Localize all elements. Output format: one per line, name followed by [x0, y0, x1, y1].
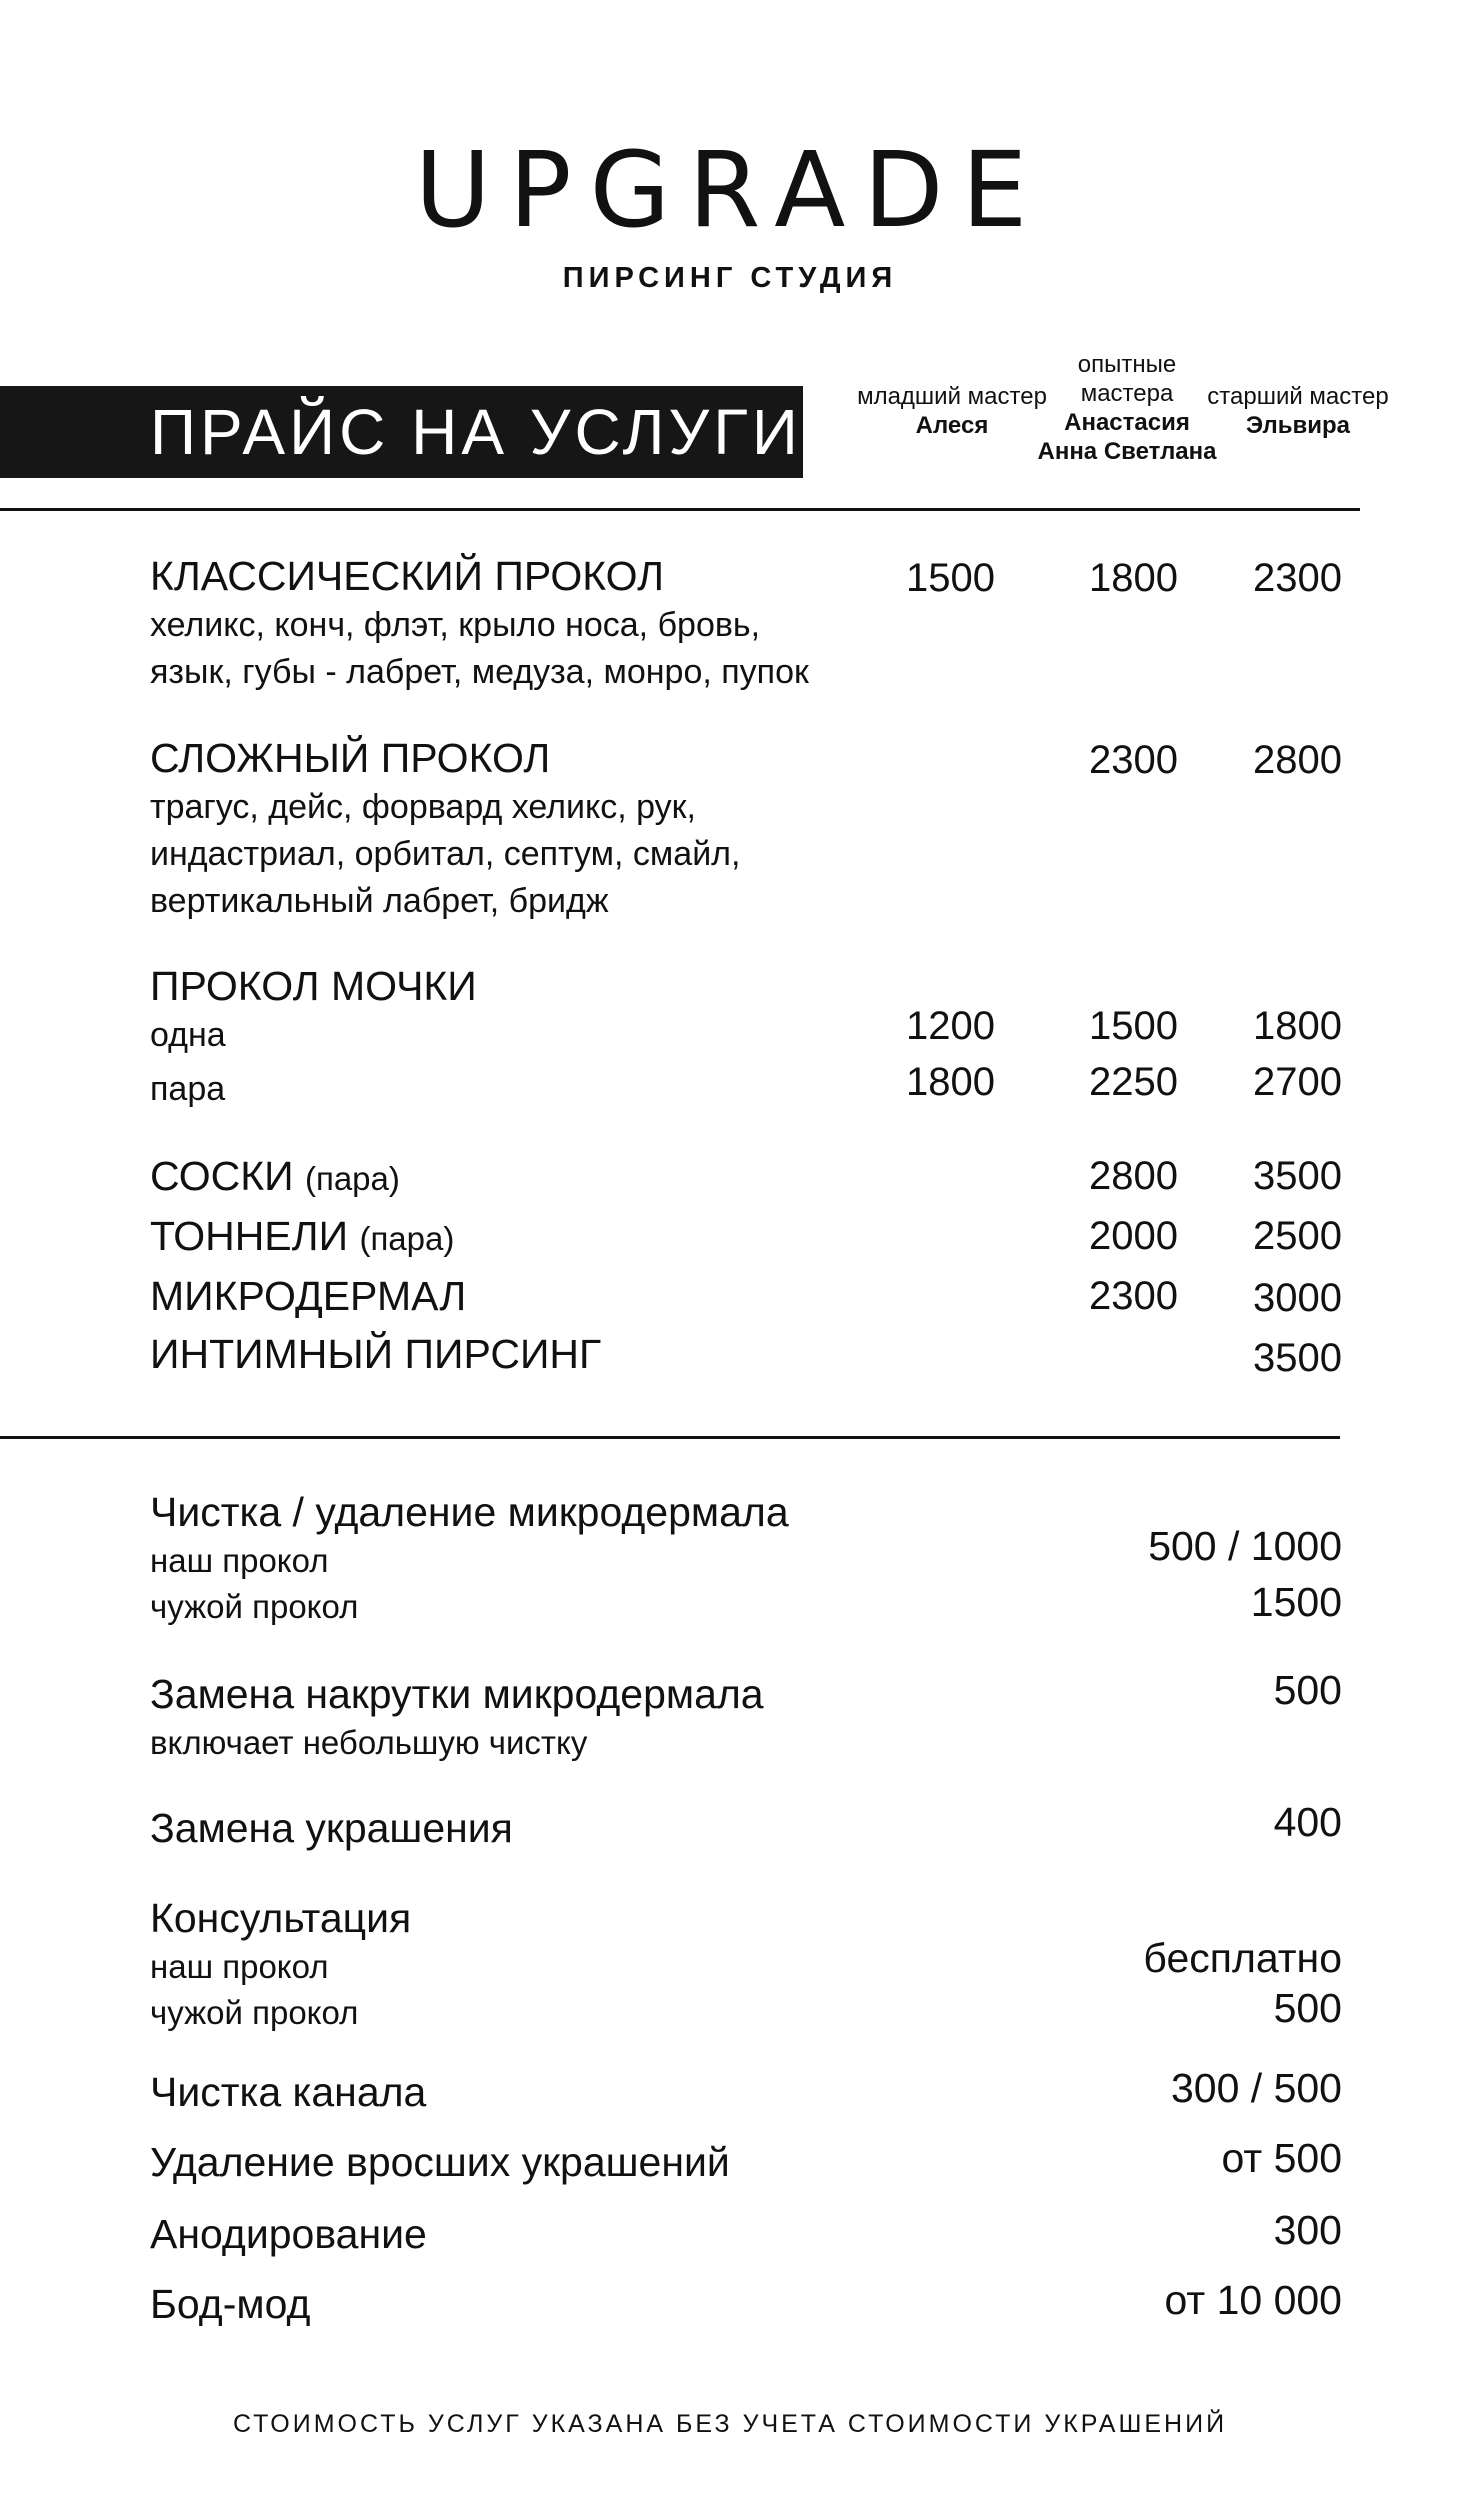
extra-ingrown-price: от 500 — [1221, 2135, 1342, 2181]
service-complex-desc: вертикальный лабрет, бридж — [150, 882, 609, 920]
extra-bodmod-name: Бод-мод — [150, 2281, 311, 2327]
column-names: Алеся — [915, 412, 989, 439]
extra-top-change-name: Замена накрутки микродермала — [150, 1671, 764, 1717]
extra-jewelry-change-price: 400 — [1273, 1799, 1342, 1845]
extra-cleaning-name: Чистка / удаление микродермала — [150, 1489, 789, 1535]
extra-jewelry-change-name: Замена украшения — [150, 1805, 513, 1851]
column-role: старший мастер — [1207, 383, 1389, 410]
extra-bodmod-price: от 10 000 — [1164, 2277, 1342, 2323]
extra-top-change-desc: включает небольшую чистку — [150, 1724, 588, 1761]
service-nipples — [150, 1152, 400, 1203]
service-lobe-name: ПРОКОЛ МОЧКИ — [150, 963, 477, 1009]
extra-cleaning-own-label: наш прокол — [150, 1542, 329, 1579]
service-name: ТОННЕЛИ — [150, 1213, 349, 1259]
column-names: Анастасия Анна Светлана — [1037, 409, 1217, 465]
price-experienced: 2300 — [1089, 1274, 1178, 1318]
service-tunnels — [150, 1212, 454, 1263]
column-role: опытные мастера — [1077, 351, 1177, 407]
price-junior: 1500 — [906, 556, 995, 600]
section-divider — [0, 1436, 1340, 1439]
price-senior: 3000 — [1253, 1276, 1342, 1320]
price-senior: 1800 — [1253, 1004, 1342, 1048]
service-microdermal-name: МИКРОДЕРМАЛ — [150, 1273, 467, 1319]
extra-channel-name: Чистка канала — [150, 2069, 427, 2115]
footer-note: СТОИМОСТЬ УСЛУГ УКАЗАНА БЕЗ УЧЕТА СТОИМОСТИ УКРАШЕНИЙ — [232, 2410, 1228, 2438]
extra-consult-other-label: чужой прокол — [150, 1994, 359, 2031]
service-classic-name: КЛАССИЧЕСКИЙ ПРОКОЛ — [150, 553, 664, 599]
studio-subtitle: ПИРСИНГ СТУДИЯ — [562, 262, 898, 294]
extra-anodizing-price: 300 — [1273, 2207, 1342, 2253]
extra-ingrown-name: Удаление вросших украшений — [150, 2139, 730, 2185]
price-junior: 1800 — [906, 1060, 995, 1104]
price-list-title: ПРАЙС НА УСЛУГИ — [150, 396, 802, 468]
price-experienced: 2000 — [1089, 1214, 1178, 1258]
service-complex-desc: трагус, дейс, форвард хеликс, рук, — [150, 788, 696, 826]
header-divider — [0, 508, 1360, 511]
price-senior: 2700 — [1253, 1060, 1342, 1104]
extra-channel-price: 300 / 500 — [1171, 2065, 1342, 2111]
extra-cleaning-other-label: чужой прокол — [150, 1588, 359, 1625]
extra-consult-other-price: 500 — [1273, 1985, 1342, 2031]
price-experienced: 1500 — [1089, 1004, 1178, 1048]
service-note: (пара) — [304, 1160, 400, 1197]
price-senior: 2300 — [1253, 556, 1342, 600]
price-experienced: 1800 — [1089, 556, 1178, 600]
price-experienced: 2800 — [1089, 1154, 1178, 1198]
extra-cleaning-other-price: 1500 — [1250, 1579, 1342, 1625]
service-complex-desc: индастриал, орбитал, септум, смайл, — [150, 835, 741, 873]
price-senior: 2800 — [1253, 738, 1342, 782]
column-names: Эльвира — [1246, 412, 1350, 439]
price-experienced: 2250 — [1089, 1060, 1178, 1104]
service-classic-desc: язык, губы - лабрет, медуза, монро, пупок — [150, 653, 809, 691]
column-head-experienced — [1032, 350, 1222, 466]
service-classic-desc: хеликс, конч, флэт, крыло носа, бровь, — [150, 606, 761, 644]
column-head-senior — [1203, 382, 1393, 440]
price-experienced: 2300 — [1089, 738, 1178, 782]
extra-consult-name: Консультация — [150, 1895, 412, 1941]
lobe-one-label: одна — [150, 1016, 226, 1054]
price-senior: 2500 — [1253, 1214, 1342, 1258]
price-junior: 1200 — [906, 1004, 995, 1048]
studio-logo: UPGRADE — [414, 129, 1046, 251]
column-role: младший мастер — [857, 383, 1047, 410]
service-name: СОСКИ — [150, 1153, 294, 1199]
lobe-pair-label: пара — [150, 1070, 226, 1108]
service-complex-name: СЛОЖНЫЙ ПРОКОЛ — [150, 735, 551, 781]
column-head-junior — [857, 382, 1047, 440]
extra-consult-own-label: наш прокол — [150, 1948, 329, 1985]
extra-consult-own-price: бесплатно — [1143, 1935, 1342, 1981]
price-senior: 3500 — [1253, 1336, 1342, 1380]
service-intimate-name: ИНТИМНЫЙ ПИРСИНГ — [150, 1331, 602, 1377]
price-senior: 3500 — [1253, 1154, 1342, 1198]
extra-anodizing-name: Анодирование — [150, 2211, 427, 2257]
extra-top-change-price: 500 — [1273, 1667, 1342, 1713]
service-note: (пара) — [359, 1220, 455, 1257]
extra-cleaning-own-price: 500 / 1000 — [1148, 1523, 1342, 1569]
